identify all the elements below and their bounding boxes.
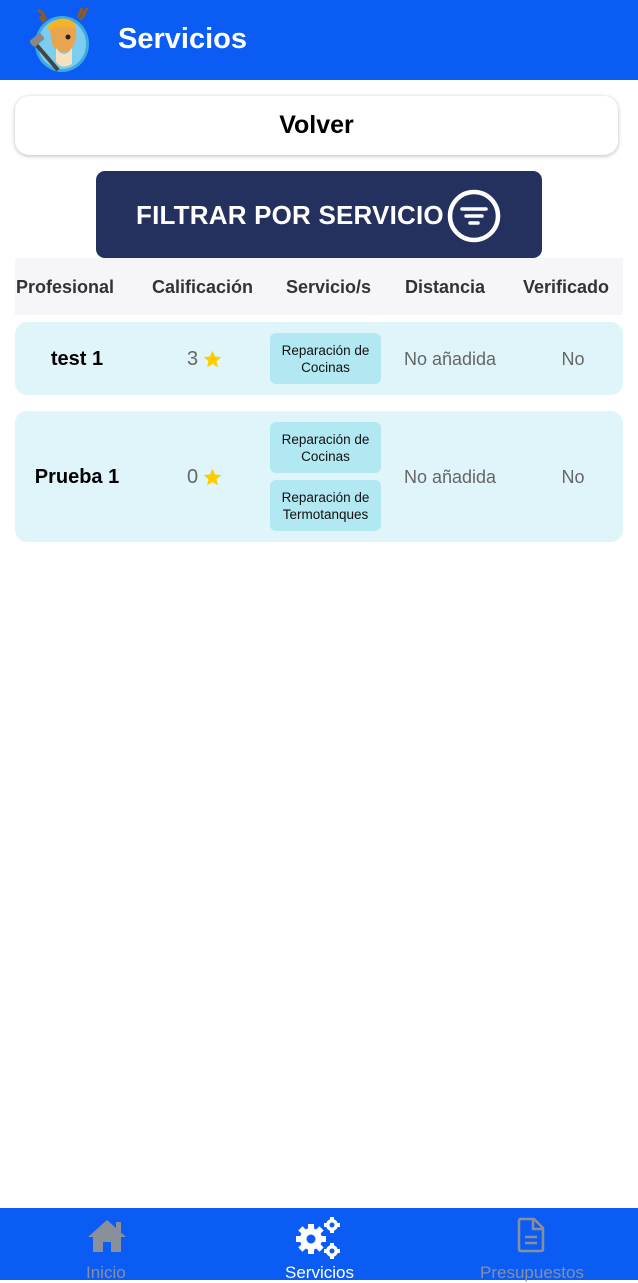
distance: No añadida — [403, 349, 497, 369]
nav-item-inicio[interactable] — [60, 1208, 152, 1280]
filter-by-service-button[interactable] — [96, 171, 542, 258]
column-header-calificacion: Calificación — [152, 277, 254, 297]
document-icon — [516, 1217, 546, 1253]
rating — [165, 348, 245, 371]
star-icon — [202, 467, 223, 488]
table-header — [15, 258, 623, 315]
rating — [165, 466, 245, 489]
nav-label-presupuestos: Presupuestos — [480, 1263, 584, 1282]
column-header-profesional: Profesional — [16, 277, 115, 297]
home-icon — [86, 1218, 128, 1254]
distance: No añadida — [403, 467, 497, 487]
column-header-distancia: Distancia — [405, 277, 486, 297]
rating-value: 3 — [186, 348, 199, 370]
verified: No — [561, 349, 585, 369]
rating-value: 0 — [186, 466, 199, 488]
filter-icon — [447, 189, 501, 243]
app-header — [0, 0, 638, 80]
table-row[interactable] — [15, 411, 623, 542]
verified: No — [561, 467, 585, 487]
star-icon — [202, 349, 223, 370]
nav-item-presupuestos[interactable] — [478, 1208, 588, 1280]
service-chip: Reparación de Cocinas — [270, 333, 381, 384]
nav-label-inicio: Inicio — [86, 1263, 126, 1282]
nav-label-servicios: Servicios — [285, 1263, 354, 1282]
table-row[interactable] — [15, 322, 623, 395]
page-title: Servicios — [118, 23, 247, 55]
deer-mascot-logo — [28, 2, 94, 74]
professional-name: Prueba 1 — [34, 466, 120, 488]
service-chips — [270, 333, 381, 391]
back-button[interactable]: Volver — [15, 96, 618, 155]
professional-name: test 1 — [50, 348, 104, 370]
nav-item-servicios[interactable] — [278, 1208, 362, 1280]
service-chip: Reparación de Cocinas — [270, 422, 381, 473]
service-chips — [270, 422, 381, 538]
filter-button-label: FILTRAR POR SERVICIO — [136, 200, 444, 230]
column-header-verificado: Verificado — [523, 277, 610, 297]
column-header-servicios: Servicio/s — [286, 277, 372, 297]
gears-icon — [294, 1215, 344, 1261]
bottom-navigation — [0, 1208, 638, 1280]
service-chip: Reparación de Termotanques — [270, 480, 381, 531]
